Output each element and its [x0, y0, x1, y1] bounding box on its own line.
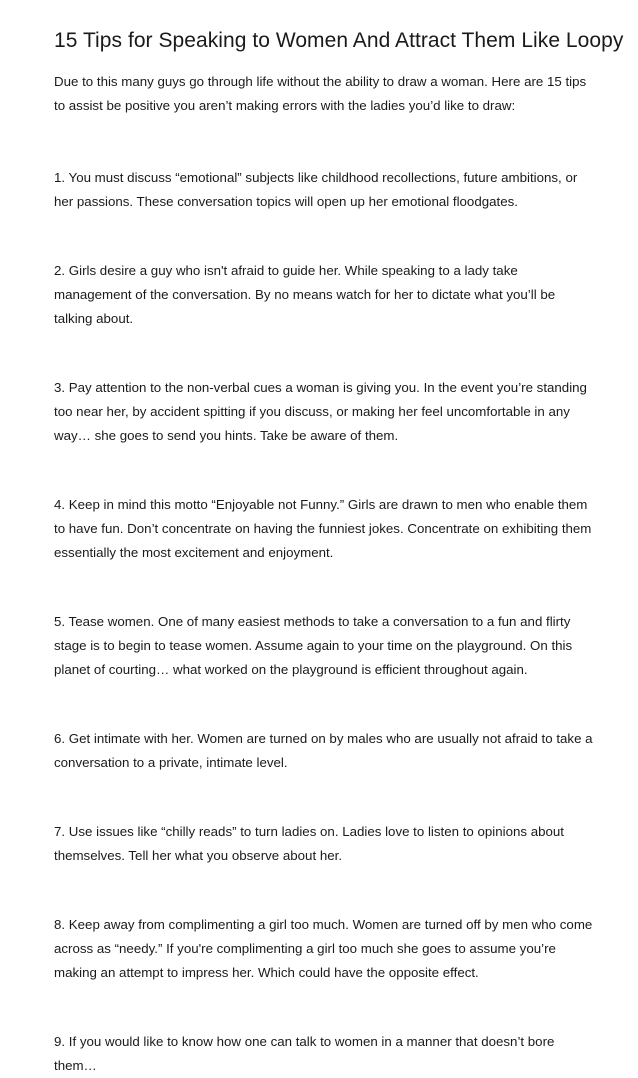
tip-5: 5. Tease women. One of many easiest methods to take a conversation to a fun and flirty stage is to begin to tease women. Assume again to your time on the playground. On this planet of courting… what worked on the playground is efficient throughout again. — [54, 614, 573, 677]
tip-8: 8. Keep away from complimenting a girl too much. Women are turned off by men who come across as “needy.” If you're complimenting a girl too much she goes to assume you’re making an attempt to impress her. Which could have the opposite effect. — [54, 917, 593, 980]
tip-2: 2. Girls desire a guy who isn't afraid to guide her. While speaking to a lady take management of the conversation. By no means watch for her to dictate what you’ll be talking about. — [54, 263, 556, 326]
tip-9: 9. If you would like to know how one can talk to women in a manner that doesn’t bore them… — [54, 1034, 555, 1073]
tip-1: 1. You must discuss “emotional” subjects like childhood recollections, future ambitions, or her passions. These conversation topics will open up her emotional floodgates. — [54, 170, 578, 209]
tip-3: 3. Pay attention to the non-verbal cues a woman is giving you. In the event you’re standing too near her, by accident spitting if you discuss, or making her feel uncomfortable in any way… she goes to send you hints. Take be aware of them. — [54, 380, 587, 443]
intro-paragraph: Due to this many guys go through life without the ability to draw a woman. Here are 15 tips to assist be positive you aren’t making errors with the ladies you’d like to draw: — [54, 74, 587, 113]
document-title: 15 Tips for Speaking to Women And Attract Them Like Loopy — [54, 29, 624, 52]
tip-7: 7. Use issues like “chilly reads” to turn ladies on. Ladies love to listen to opinions about themselves. Tell her what you observe about her. — [54, 824, 564, 863]
tip-6: 6. Get intimate with her. Women are turned on by males who are usually not afraid to take a conversation to a private, intimate level. — [54, 731, 593, 770]
tip-4: 4. Keep in mind this motto “Enjoyable not Funny.” Girls are drawn to men who enable them to have fun. Don’t concentrate on having the funniest jokes. Concentrate on exhibiting them essentially the most excitement and enjoyment. — [54, 497, 592, 560]
document-page — [54, 28, 624, 1078]
